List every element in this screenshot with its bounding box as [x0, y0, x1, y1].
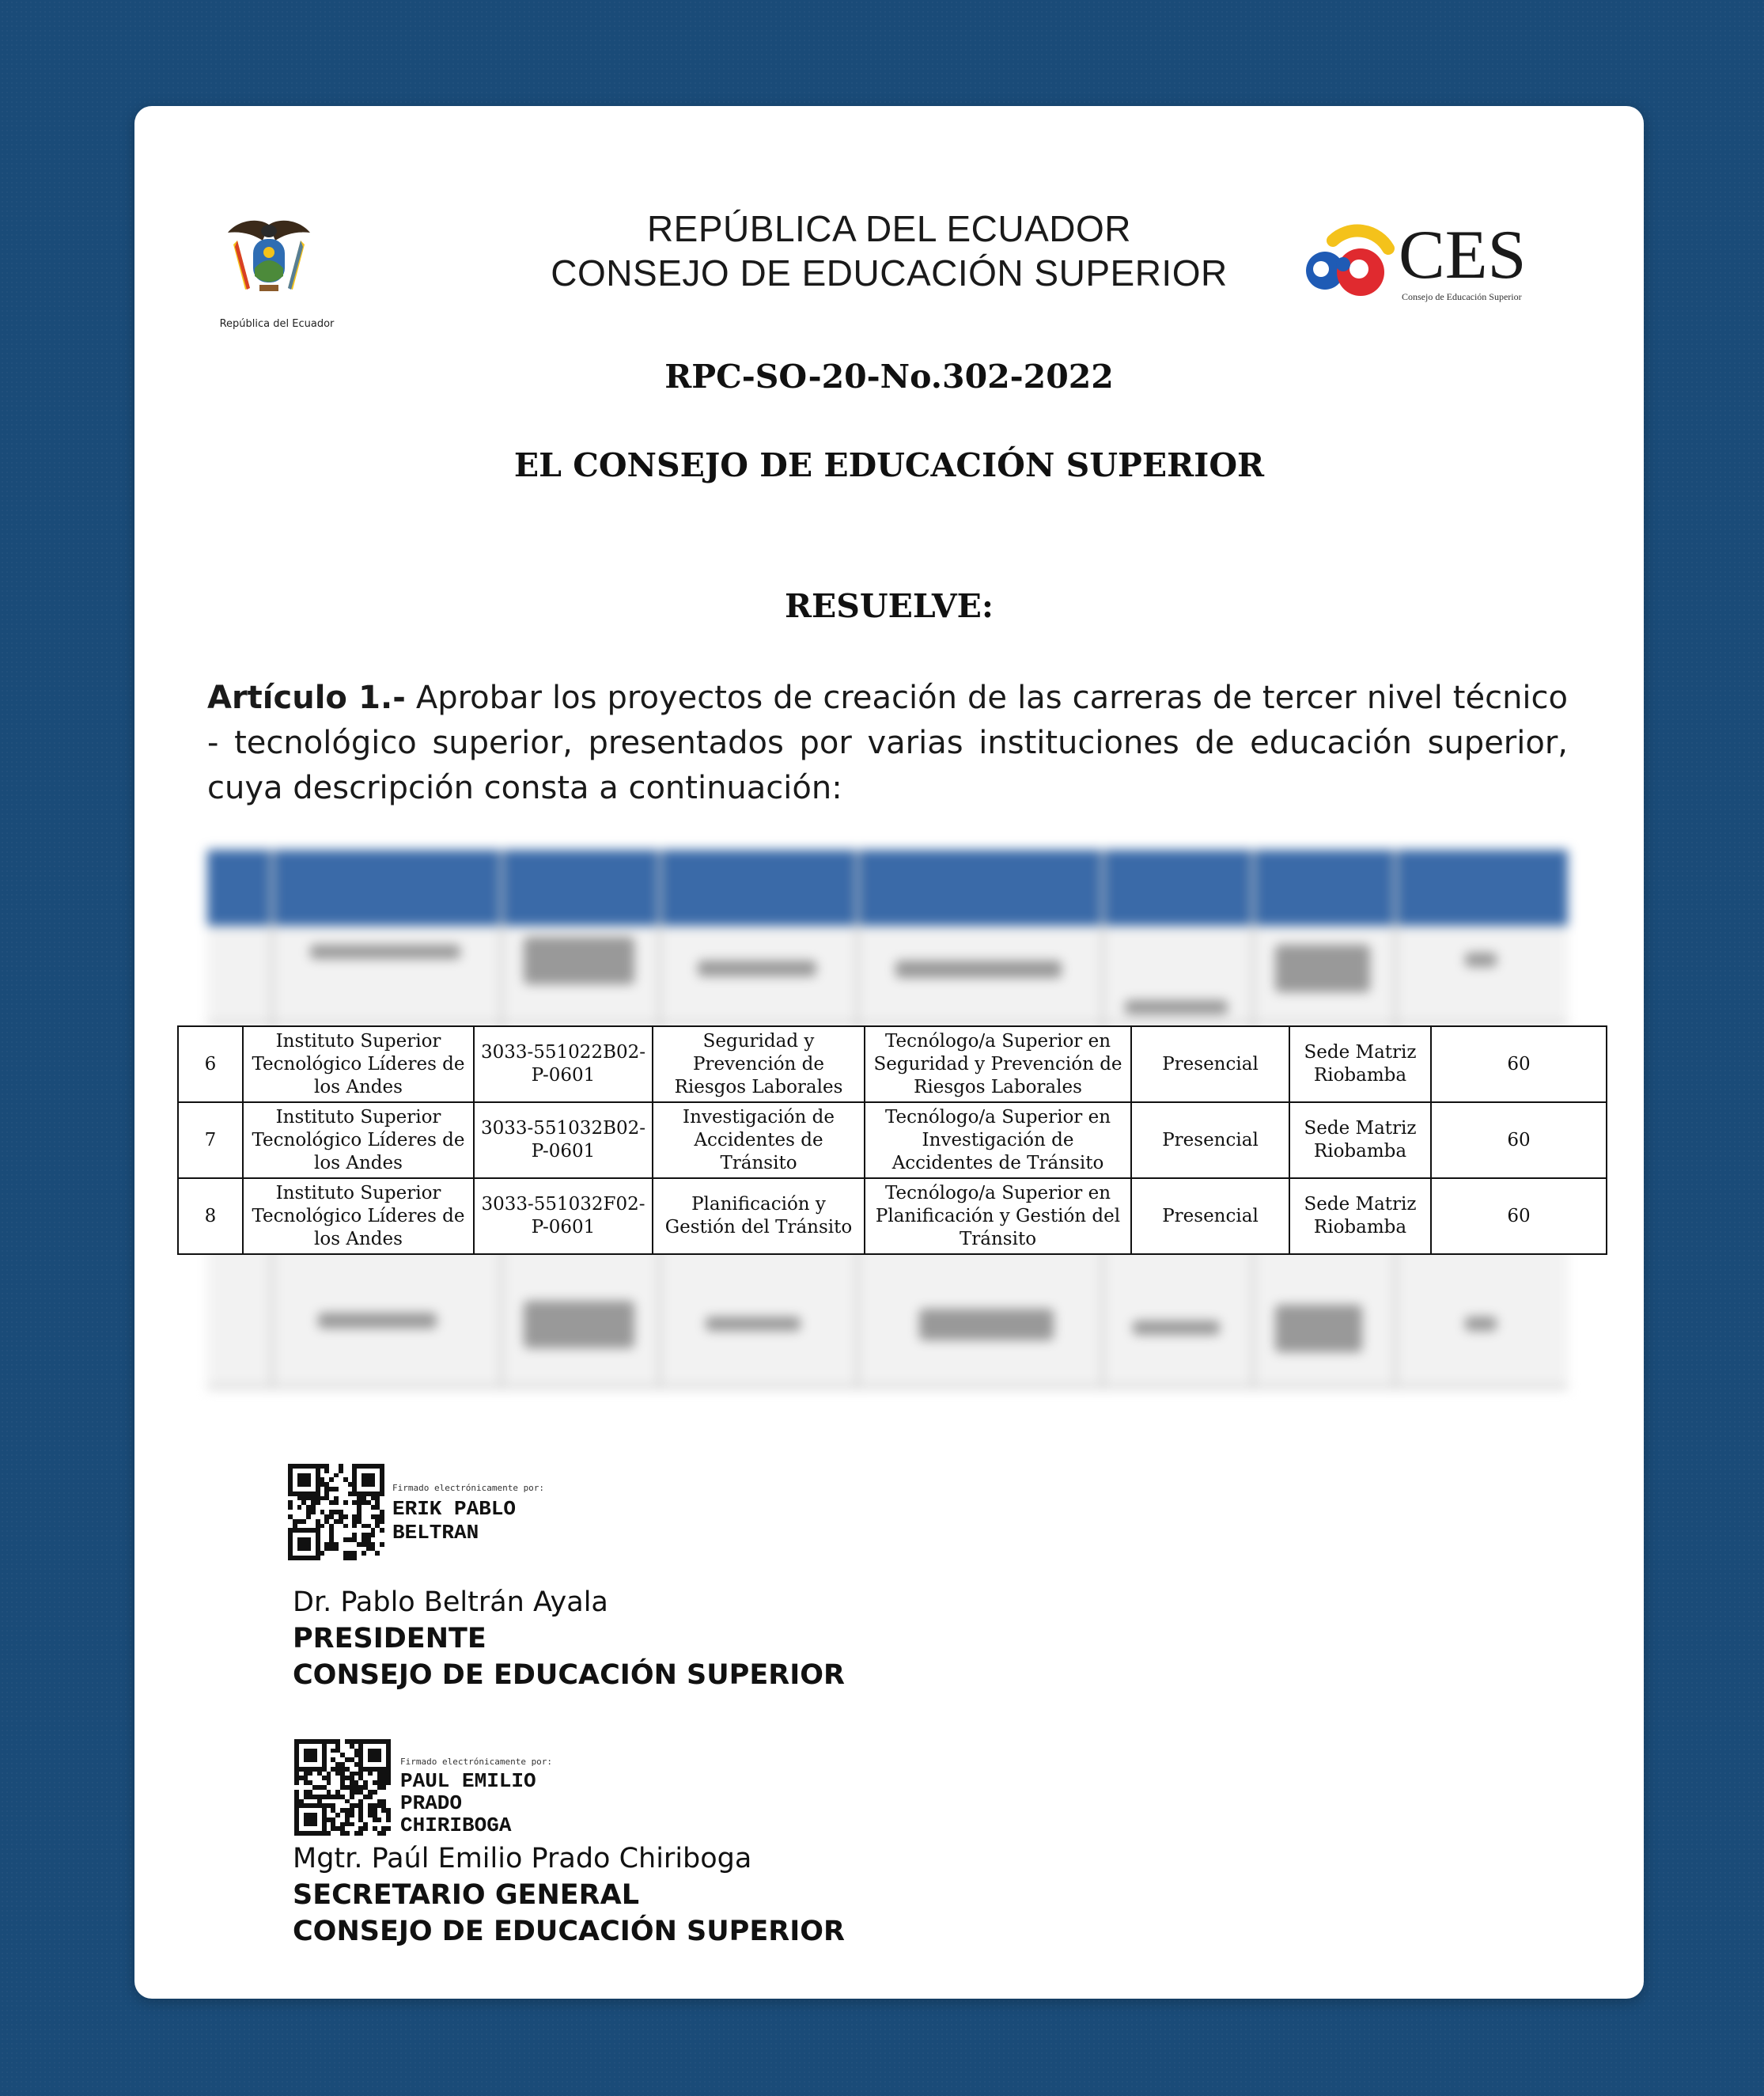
signatory-block: [293, 1584, 845, 1693]
signatory-name: Dr. Pablo Beltrán Ayala: [293, 1586, 608, 1618]
header-line-1: REPÚBLICA DEL ECUADOR: [646, 208, 1132, 249]
site-cell: Sede Matriz Riobamba: [1289, 1102, 1431, 1178]
row-number: 6: [178, 1026, 243, 1102]
signatory-role: PRESIDENTE: [293, 1623, 486, 1654]
institution-cell: Instituto Superior Tecnológico Líderes de los Andes: [243, 1026, 474, 1102]
header-line-2: CONSEJO DE EDUCACIÓN SUPERIOR: [551, 252, 1228, 294]
places-cell: 60: [1431, 1102, 1607, 1178]
institution-cell: Instituto Superior Tecnológico Líderes de los Andes: [243, 1178, 474, 1254]
signer-name-line: PRADO: [400, 1791, 463, 1815]
signatory-org: CONSEJO DE EDUCACIÓN SUPERIOR: [293, 1659, 845, 1691]
signatory-org: CONSEJO DE EDUCACIÓN SUPERIOR: [293, 1916, 845, 1947]
modality-cell: Presencial: [1131, 1026, 1289, 1102]
ces-logo-subtext: Consejo de Educación Superior: [1402, 291, 1522, 302]
document-page: [134, 106, 1644, 1999]
signatory-name: Mgtr. Paúl Emilio Prado Chiriboga: [293, 1843, 752, 1874]
table-row: [178, 1026, 1607, 1102]
signer-name-line: CHIRIBOGA: [400, 1814, 512, 1837]
resuelve-heading: RESUELVE:: [784, 587, 994, 625]
article-1-label: Artículo 1.-: [207, 680, 406, 716]
signed-by-label: Firmado electrónicamente por:: [400, 1757, 553, 1767]
table-row: [178, 1178, 1607, 1254]
qr-code-icon: [294, 1739, 391, 1836]
site-cell: Sede Matriz Riobamba: [1289, 1178, 1431, 1254]
coat-of-arms-caption: República del Ecuador: [219, 318, 335, 330]
table-row: [178, 1102, 1607, 1178]
degree-cell: Tecnólogo/a Superior en Seguridad y Prevención de Riesgos Laborales: [865, 1026, 1131, 1102]
signer-name-line: BELTRAN: [392, 1521, 479, 1545]
signer-name-line: ERIK PABLO: [392, 1497, 517, 1521]
career-cell: Investigación de Accidentes de Tránsito: [653, 1102, 865, 1178]
signer-name-line: PAUL EMILIO: [400, 1769, 536, 1793]
article-1-paragraph: [207, 676, 1568, 811]
signatory-block: [293, 1840, 845, 1950]
modality-cell: Presencial: [1131, 1102, 1289, 1178]
resolution-number: RPC-SO-20-No.302-2022: [664, 358, 1114, 396]
code-cell: 3033-551032B02-P-0601: [474, 1102, 653, 1178]
blurred-table-header: [207, 850, 1568, 926]
article-1-text: Aprobar los proyectos de creación de las carreras de tercer nivel técnico - tecnológico superior, presentados por varias instituciones de educación superior, cuya descripción consta a continuación:: [207, 680, 1569, 806]
ces-logo-icon: [1297, 217, 1400, 312]
careers-table: [177, 1025, 1607, 1255]
career-cell: Planificación y Gestión del Tránsito: [653, 1178, 865, 1254]
ces-logo: [1297, 217, 1550, 312]
modality-cell: Presencial: [1131, 1178, 1289, 1254]
signed-by-label: Firmado electrónicamente por:: [392, 1483, 545, 1493]
code-cell: 3033-551022B02-P-0601: [474, 1026, 653, 1102]
institution-cell: Instituto Superior Tecnológico Líderes de los Andes: [243, 1102, 474, 1178]
qr-code-icon: [288, 1464, 384, 1560]
blurred-table-row: [207, 1293, 1568, 1389]
row-number: 7: [178, 1102, 243, 1178]
code-cell: 3033-551032F02-P-0601: [474, 1178, 653, 1254]
ces-logo-text: CES: [1399, 217, 1527, 294]
places-cell: 60: [1431, 1026, 1607, 1102]
degree-cell: Tecnólogo/a Superior en Planificación y Gestión del Tránsito: [865, 1178, 1131, 1254]
places-cell: 60: [1431, 1178, 1607, 1254]
council-title: EL CONSEJO DE EDUCACIÓN SUPERIOR: [513, 446, 1265, 484]
degree-cell: Tecnólogo/a Superior en Investigación de Accidentes de Tránsito: [865, 1102, 1131, 1178]
signatory-role: SECRETARIO GENERAL: [293, 1879, 639, 1911]
row-number: 8: [178, 1178, 243, 1254]
site-cell: Sede Matriz Riobamba: [1289, 1026, 1431, 1102]
career-cell: Seguridad y Prevención de Riesgos Laborales: [653, 1026, 865, 1102]
